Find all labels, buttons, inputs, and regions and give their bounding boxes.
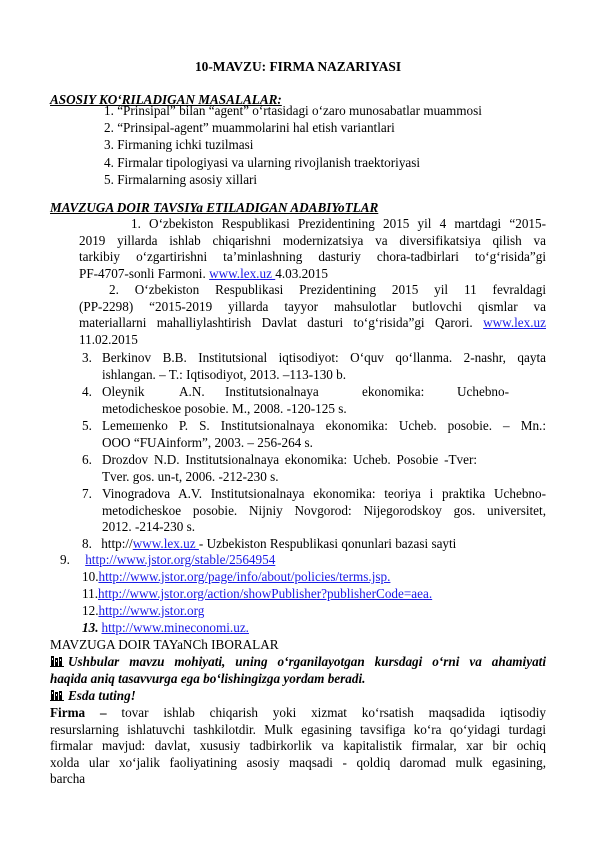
reference-number: 6. xyxy=(82,452,92,467)
reference-text: http:// xyxy=(101,536,133,551)
reference-text: Drozdov N.D. Institutsionalnaya ekonomika: Ucheb. Posobie -Tver: xyxy=(102,452,478,467)
reference-text: Vinogradova A.V. Institutsionalnaya ekonomika: teoriya i praktika Uchebno- xyxy=(102,486,546,501)
remember-note xyxy=(50,688,136,705)
books-icon xyxy=(50,655,64,667)
list-item: 2. “Prinsipal-agent” muammolarini hal etish variantlari xyxy=(104,120,395,136)
reference-2 xyxy=(79,282,546,348)
reference-12 xyxy=(82,603,204,620)
reference-7 xyxy=(82,486,546,536)
reference-text: - Uzbekiston Respublikasi qonunlari bazasi sayti xyxy=(198,536,457,551)
reference-number: 13. xyxy=(82,620,99,635)
main-questions-list xyxy=(104,103,482,189)
reference-text: Institutsionalnaya xyxy=(225,384,319,399)
reference-3 xyxy=(82,350,546,383)
reference-text: Oleynik xyxy=(102,384,145,399)
main-questions-heading: ASOSIY KO‘RILADIGAN MASALALAR: xyxy=(50,92,282,107)
reference-date: 4.03.2015 xyxy=(275,265,328,281)
literature-heading: MAVZUGA DOIR TAVSIYa ETILADIGAN ADABIYoTLAR xyxy=(50,200,379,215)
definition-term: Firma – xyxy=(50,705,107,720)
reference-text: ekonomika: xyxy=(362,384,425,399)
reference-6 xyxy=(82,452,546,485)
terms-heading: MAVZUGA DOIR TAYaNCh IBORALAR xyxy=(50,637,279,652)
jstor-stable-link[interactable]: http://www.jstor.org/stable/2564954 xyxy=(85,552,276,567)
mineconomi-link[interactable]: http://www.mineconomi.uz. xyxy=(101,620,249,635)
reference-date: 11.02.2015 xyxy=(79,331,138,347)
reference-text: tarkibiy o‘zgartirishni ta’minlashning dasturiy chora-tadbirlari to‘g‘risida”gi xyxy=(79,249,546,265)
reference-number: 4. xyxy=(82,384,92,399)
reference-text: metodicheskoe posobie. Nijniy Novgorod: Nijegorodskoy gos. universitet, xyxy=(102,502,546,518)
reference-text: ishlangan. – T.: Iqtisodiyot, 2013. –113-130 b. xyxy=(102,366,347,382)
definition-text: resurslarning ishlatuvchi tashkilotdir. Mulk egasining tavsifiga ko‘ra qo‘yidagi turdagi xyxy=(50,721,546,737)
reference-text: A.N. xyxy=(179,384,205,399)
list-item: 4. Firmalar tipologiyasi va ularning rivojlanish traektoriyasi xyxy=(104,154,421,170)
reference-number: 1. xyxy=(131,216,141,231)
reference-text: materiallarni mahalliylashtirish Davlat dasturi to‘g‘risida”gi Qarori. xyxy=(79,315,484,331)
reference-text: 2012. -214-230 s. xyxy=(102,519,196,535)
reference-5 xyxy=(82,418,546,451)
jstor-publisher-link[interactable]: http://www.jstor.org/action/showPublisher?publisherCode=aea. xyxy=(98,586,433,601)
reference-text: OOO “FUAinform”, 2003. – 256-264 s. xyxy=(102,434,313,450)
lex-uz-link[interactable]: www.lex.uz xyxy=(483,315,546,331)
reference-text: Uchebno- xyxy=(457,384,509,399)
reference-text: O‘zbekiston Respublikasi Prezidentining 2015 yil 4 martdagi “2015- xyxy=(149,216,546,231)
reference-number: 11. xyxy=(82,586,98,601)
definition-text: xolda ular xo‘jalik faoliyatining asosiy maqsadi - qoldiq daromad mulk egasining, xyxy=(50,754,546,770)
reference-number: 7. xyxy=(82,486,92,501)
books-icon xyxy=(50,689,64,701)
terms-note-text: haqida aniq tasavvurga ega bo‘lishingizga yordam beradi. xyxy=(50,670,366,686)
reference-1 xyxy=(79,216,546,282)
firma-definition xyxy=(50,705,546,788)
reference-10 xyxy=(82,569,390,586)
reference-8 xyxy=(82,536,546,553)
lex-uz-link[interactable]: www.lex.uz xyxy=(209,265,276,281)
reference-text: PF-4707-sonli Farmoni. xyxy=(79,265,210,281)
reference-text: Tver. gos. un-t, 2006. -212-230 s. xyxy=(102,468,279,484)
reference-text: O‘zbekiston Respublikasi Prezidentining 2015 yil 11 fevraldagi xyxy=(134,282,547,297)
reference-text: Berkinov B.B. Institutsional iqtisodiyot: O‘quv qo‘llanma. 2-nashr, qayta xyxy=(102,350,546,365)
reference-number: 2. xyxy=(109,282,119,297)
reference-number: 5. xyxy=(82,418,92,433)
definition-text: barcha xyxy=(50,771,86,787)
list-item: 5. Firmalarning asosiy xillari xyxy=(104,171,258,187)
page-title: 10-MAVZU: FIRMA NAZARIYASI xyxy=(194,59,402,74)
reference-number: 9. xyxy=(60,552,70,567)
list-item: 1. “Prinsipal” bilan “agent” o‘rtasidagi o‘zaro munosabatlar muammosi xyxy=(104,103,482,118)
reference-11 xyxy=(82,586,432,603)
reference-number: 12. xyxy=(82,603,99,618)
terms-note-text: Ushbular mavzu mohiyati, uning o‘rganilayotgan kursdagi o‘rni va ahamiyati xyxy=(68,654,546,669)
definition-text: tovar ishlab chiqarish yoki xizmat ko‘rsatish maqsadida iqtisodiy xyxy=(121,705,547,720)
reference-text: 2019 yillarda ishlab chiqarishni modernizatsiya va diversifikatsiya qilish va xyxy=(79,232,546,248)
reference-4 xyxy=(82,384,546,417)
reference-13 xyxy=(82,620,249,637)
jstor-terms-link[interactable]: http://www.jstor.org/page/info/about/policies/terms.jsp. xyxy=(98,569,391,584)
reference-number: 10. xyxy=(82,569,99,584)
definition-text: firmalar mavjud: davlat, xususiy tadbirkorlik va kapitalistik firmalar, xar bir ochiq xyxy=(50,738,546,754)
list-item: 3. Firmaning ichki tuzilmasi xyxy=(104,137,254,153)
terms-note xyxy=(50,654,546,687)
reference-number: 8. xyxy=(82,536,92,551)
reference-text: Lemeшenko P. S. Institutsionalnaya ekonomika: Ucheb. posobie. – Mn.: xyxy=(102,418,546,433)
jstor-home-link[interactable]: http://www.jstor.org xyxy=(98,603,205,618)
reference-number: 3. xyxy=(82,350,92,365)
reference-text: (PP-2298) “2015-2019 yillarda tayyor mahsulotlar butlovchi qismlar va xyxy=(79,298,546,314)
remember-text: Esda tuting! xyxy=(68,688,136,703)
reference-9 xyxy=(60,552,275,569)
lex-uz-link[interactable]: www.lex.uz xyxy=(132,536,199,551)
reference-text: metodicheskoe posobie. M., 2008. -120-125 s. xyxy=(102,400,347,416)
